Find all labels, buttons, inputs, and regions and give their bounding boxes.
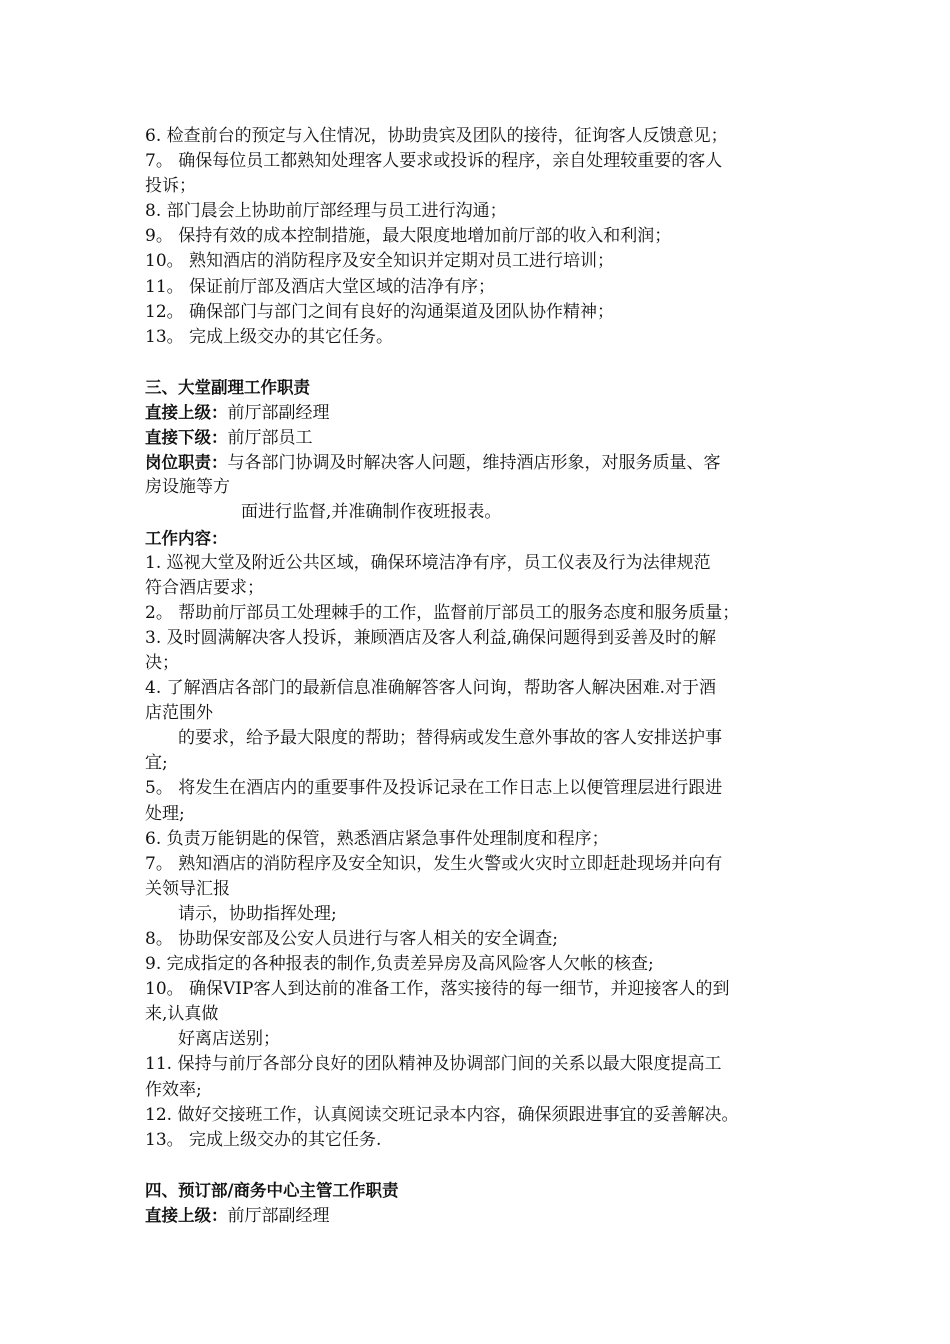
list-item-continuation: 来,认真做	[145, 1004, 219, 1025]
subordinate-label: 直接下级：	[145, 428, 228, 448]
list-item: 12。 确保部门与部门之间有良好的沟通渠道及团队协作精神；	[145, 301, 615, 322]
superior-value: 前厅部副经理	[227, 1206, 330, 1227]
list-item-continuation: 店范围外	[145, 703, 213, 724]
content-label: 工作内容：	[145, 528, 228, 548]
duty-value: 与各部门协调及时解决客人问题，维持酒店形象，对服务质量、客	[227, 453, 721, 474]
list-item: 7。 熟知酒店的消防程序及安全知识，发生火警或火灾时立即赶赴现场并向有	[145, 853, 723, 874]
document-page	[145, 124, 820, 1228]
list-item: 11. 保持与前厅各部分良好的团队精神及协调部门间的关系以最大限度提高工	[145, 1054, 722, 1075]
list-item: 10。 确保VIP客人到达前的准备工作，落实接待的每一细节，并迎接客人的到	[145, 979, 730, 1000]
list-item-continuation: 宜;	[145, 753, 168, 774]
list-item-continuation: 符合酒店要求；	[145, 577, 264, 598]
superior-value: 前厅部副经理	[227, 403, 330, 424]
superior-row	[145, 400, 820, 425]
subordinate-value: 前厅部员工	[227, 428, 313, 449]
list-item: 13。 完成上级交办的其它任务.	[145, 1129, 382, 1150]
list-item: 9。 保持有效的成本控制措施，最大限度地增加前厅部的收入和利润；	[145, 226, 672, 247]
list-item: 12. 做好交接班工作，认真阅读交班记录本内容，确保须跟进事宜的妥善解决。	[145, 1104, 739, 1125]
spacer	[145, 350, 820, 375]
list-item: 6. 检查前台的预定与入住情况，协助贵宾及团队的接待，征询客人反馈意见；	[145, 126, 728, 146]
duty-continuation: 面进行监督,并准确制作夜班报表。	[241, 502, 502, 523]
subordinate-row	[145, 425, 820, 450]
duty-row	[145, 450, 820, 475]
superior-label: 直接上级：	[145, 403, 228, 423]
list-item-continuation: 作效率;	[145, 1079, 202, 1100]
list-item: 1. 巡视大堂及附近公共区域，确保环境洁净有序，员工仪表及行为法律规范	[145, 552, 711, 573]
list-item: 4. 了解酒店各部门的最新信息准确解答客人问询，帮助客人解决困难.对于酒	[145, 678, 717, 699]
superior-label: 直接上级：	[145, 1206, 228, 1226]
list-item: 11。 保证前厅部及酒店大堂区域的洁净有序；	[145, 276, 496, 297]
list-item: 3. 及时圆满解决客人投诉，兼顾酒店及客人利益,确保问题得到妥善及时的解	[145, 627, 717, 648]
list-item: 9. 完成指定的各种报表的制作,负责差异房及高风险客人欠帐的核查;	[145, 954, 654, 975]
list-item: 7。 确保每位员工都熟知处理客人要求或投诉的程序，亲自处理较重要的客人	[145, 151, 723, 172]
list-item: 13。 完成上级交办的其它任务。	[145, 326, 394, 347]
section-heading: 四、预订部/商务中心主管工作职责	[145, 1180, 399, 1200]
duty-continuation: 房设施等方	[145, 477, 230, 498]
list-item: 6. 负责万能钥匙的保管，熟悉酒店紧急事件处理制度和程序；	[145, 828, 609, 849]
list-item-continuation: 投诉；	[145, 176, 196, 197]
list-item-continuation: 决；	[145, 652, 179, 673]
list-item: 8. 部门晨会上协助前厅部经理与员工进行沟通；	[145, 201, 507, 222]
section-heading: 三、大堂副理工作职责	[145, 377, 310, 397]
list-item: 5。 将发生在酒店内的重要事件及投诉记录在工作日志上以便管理层进行跟进	[145, 778, 723, 799]
list-item: 10。 熟知酒店的消防程序及安全知识并定期对员工进行培训；	[145, 251, 615, 272]
superior-row	[145, 1203, 820, 1228]
list-item-continuation: 处理;	[145, 803, 185, 824]
list-item: 8。 协助保安部及公安人员进行与客人相关的安全调查;	[145, 929, 558, 949]
duty-label: 岗位职责：	[145, 453, 228, 473]
list-item: 2。 帮助前厅部员工处理棘手的工作，监督前厅部员工的服务态度和服务质量；	[145, 602, 740, 623]
list-item-continuation: 关领导汇报	[145, 878, 230, 899]
list-item-continuation: 的要求，给予最大限度的帮助；替得病或发生意外事故的客人安排送护事	[178, 728, 722, 749]
list-item-continuation: 好离店送别；	[178, 1029, 280, 1050]
spacer	[145, 1153, 820, 1178]
list-item-continuation: 请示，协助指挥处理;	[178, 903, 337, 924]
